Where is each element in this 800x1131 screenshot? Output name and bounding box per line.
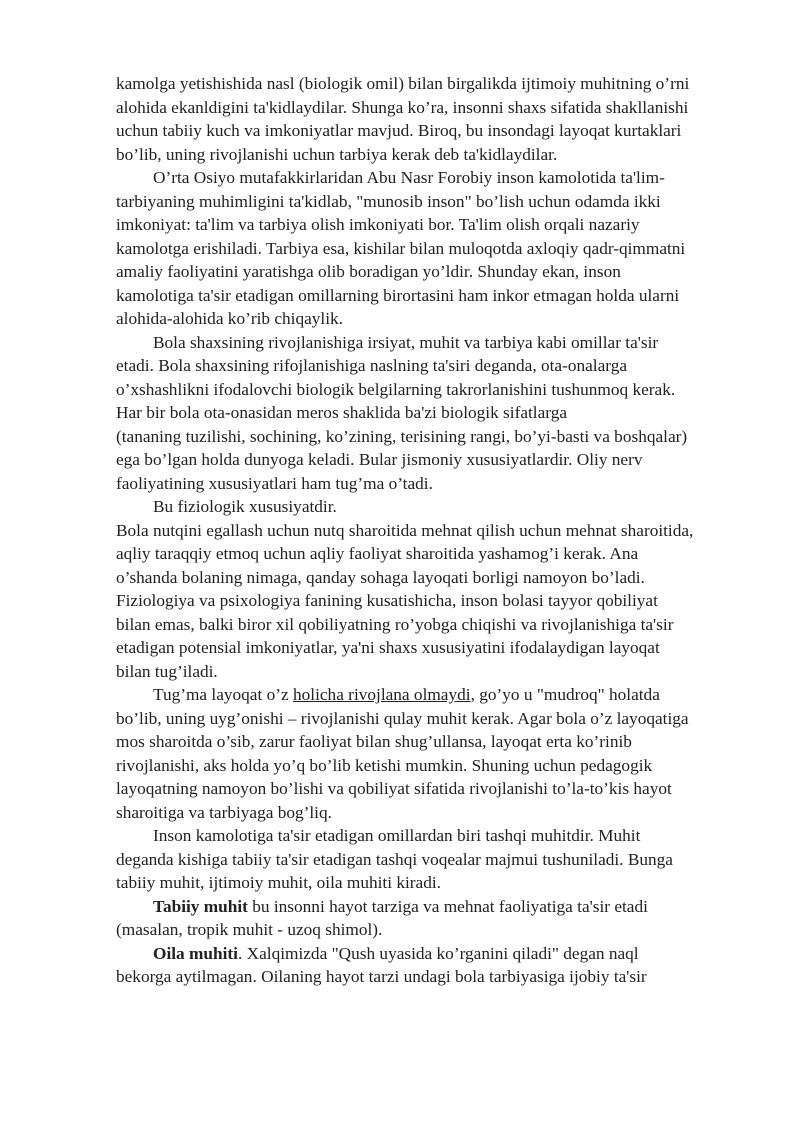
text-segment: . Xalqimizda "Qush uyasida ko’rganini qiladi" degan naql [237,943,639,963]
text-line: etadigan potensial imkoniyatlar, ya'ni shaxs xususiyatini ifodalaydigan layoqat [116,638,660,657]
paragraph-start-line [116,895,746,919]
text-line: Har bir bola ota-onasidan meros shaklida ba'zi biologik sifatlarga [116,403,568,422]
text-line: kamolga yetishishida nasl (biologik omil) bilan birgalikda ijtimoiy muhitning o’rni [116,74,690,93]
document-page [116,72,746,989]
paragraph-start-line [116,683,746,707]
text-line: rivojlanishi, aks holda yo’q bo’lib ketishi mumkin. Shuning uchun pedagogik [116,755,653,775]
text-segment: , go’yo u "mudroq" holatda [470,685,660,704]
bold-term: Tabiiy muhit [153,896,248,916]
text-line: o’shanda bolaning nimaga, qanday sohaga layoqati borligi namoyon bo’ladi. [116,567,645,587]
paragraph-start-line: Bola shaxsining rivojlanishiga irsiyat, muhit va tarbiya kabi omillar ta'sir [153,332,659,352]
text-line: deganda kishiga tabiiy ta'sir etadigan tashqi voqealar majmui tushuniladi. Bunga [116,849,673,869]
text-line: (tananing tuzilishi, sochining, ko’zining, terisining rangi, bo’yi-basti va boshqalar) [116,426,688,446]
text-line: ega bo’lgan holda dunyoga keladi. Bular jismoniy xususiyatlardir. Oliy nerv [116,450,643,469]
underlined-phrase: holicha rivojlana olmaydi [293,685,471,704]
paragraph-start-line: Bu fiziologik xususiyatdir. [153,497,337,516]
text-line: layoqatning namoyon bo’lishi va qobiliyat sifatida rivojlanishi to’la-to’kis hayot [116,779,672,798]
bold-term: Oila muhiti [153,943,238,963]
text-line: faoliyatining xususiyatlari ham tug’ma o’tadi. [116,473,433,493]
text-segment: Tug’ma layoqat o’z [153,685,293,704]
text-line: o’xshashlikni ifodalovchi biologik belgilarning takrorlanishini tushunmoq kerak. [116,379,676,399]
text-line: bilan emas, balki biror xil qobiliyatning ro’yobga chiqishi va rivojlanishiga ta'sir [116,614,674,634]
text-line: kamolotga erishiladi. Tarbiya esa, kishilar bilan muloqotda axloqiy qadr-qimmatni [116,238,686,258]
text-line: bo’lib, uning rivojlanishi uchun tarbiya kerak deb ta'kidlaydilar. [116,144,558,164]
text-line: (masalan, tropik muhit - uzoq shimol). [116,920,383,939]
text-line: kamolotiga ta'sir etadigan omillarning birortasini ham inkor etmagan holda ularni [116,285,680,305]
text-line: Bola nutqini egallash uchun nutq sharoitida mehnat qilish uchun mehnat sharoitida, [116,520,694,540]
text-line: bo’lib, uning uyg’onishi – rivojlanishi qulay muhit kerak. Agar bola o’z layoqatiga [116,708,689,728]
text-line: tarbiyaning muhimligini ta'kidlab, "munosib inson" bo’lish uchun odamda ikki [116,191,661,211]
text-line: sharoitiga va tarbiyaga bog’liq. [116,802,332,822]
text-line: imkoniyat: ta'lim va tarbiya olish imkoniyati bor. Ta'lim olish orqali nazariy [116,215,640,234]
paragraph-start-line: Inson kamolotiga ta'sir etadigan omillardan biri tashqi muhitdir. Muhit [153,826,641,845]
text-line: alohida-alohida ko’rib chiqaylik. [116,309,343,328]
text-line: Fiziologiya va psixologiya fanining kusatishicha, inson bolasi tayyor qobiliyat [116,591,658,610]
text-line: bilan tug’iladi. [116,661,218,681]
text-segment: bu insonni hayot tarziga va mehnat faoliyatiga ta'sir etadi [247,896,648,916]
paragraph-start-line [116,942,746,966]
text-line: aqliy taraqqiy etmoq uchun aqliy faoliyat sharoitida yashamog’i kerak. Ana [116,544,639,563]
text-line: etadi. Bola shaxsining rifojlanishiga naslning ta'siri deganda, ota-onalarga [116,356,628,375]
text-line: mos sharoitda o’sib, zarur faoliyat bilan shug’ullansa, layoqat erta ko’rinib [116,732,632,751]
text-line: alohida ekanldigini ta'kidlaydilar. Shunga ko’ra, insonni shaxs sifatida shakllanishi [116,97,689,117]
paragraph-start-line: O’rta Osiyo mutafakkirlaridan Abu Nasr Forobiy inson kamolotida ta'lim- [153,168,665,187]
text-line: tabiiy muhit, ijtimoiy muhit, oila muhiti kiradi. [116,873,441,892]
text-line: bekorga aytilmagan. Oilaning hayot tarzi undagi bola tarbiyasiga ijobiy ta'sir [116,967,647,986]
text-line: amaliy faoliyatini yaratishga olib boradigan yo’ldir. Shunday ekan, inson [116,262,621,281]
text-line: uchun tabiiy kuch va imkoniyatlar mavjud. Biroq, bu insondagi layoqat kurtaklari [116,121,682,140]
